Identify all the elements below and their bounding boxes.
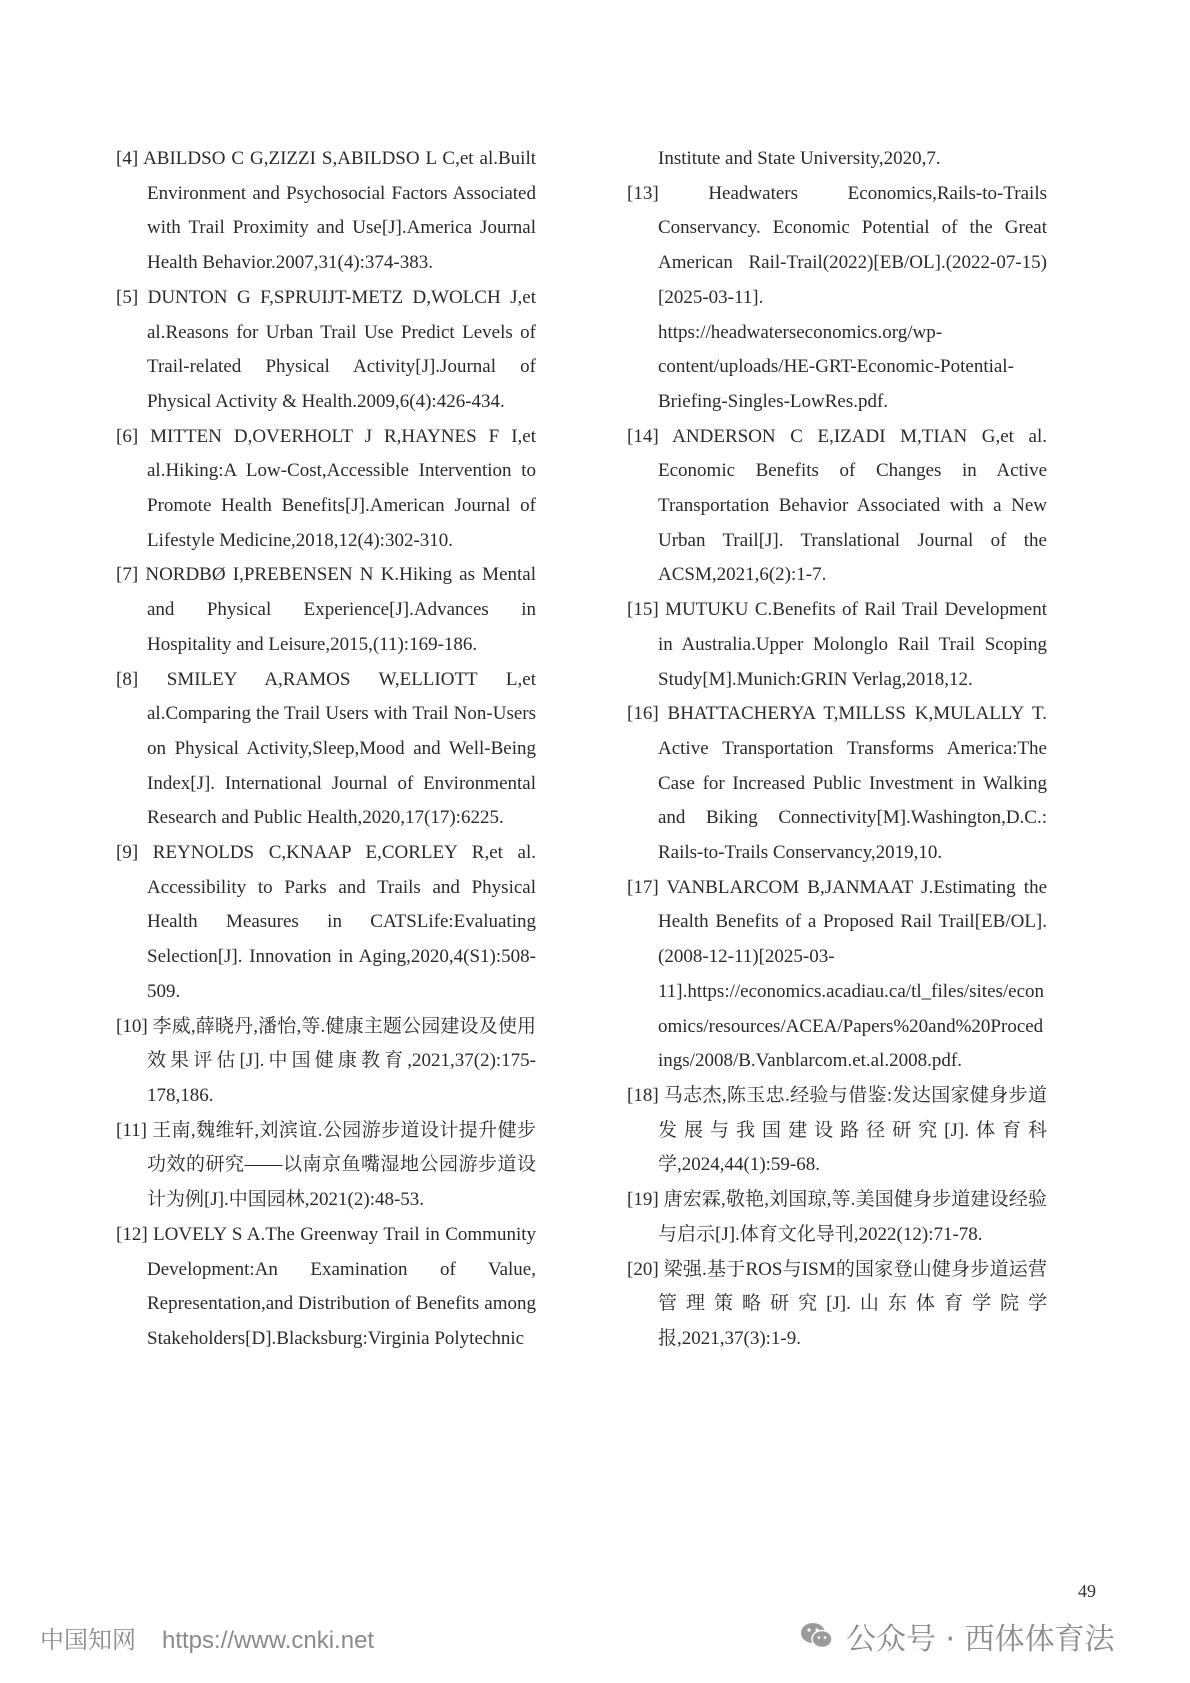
cnki-watermark — [40, 1620, 374, 1655]
reference-4: [4] ABILDSO C G,ZIZZI S,ABILDSO L C,et al.Built Environment and Psychosocial Factors Associated with Trail Proximity and Use[J].America Journal Health Behavior.2007,31(4):374-383. — [116, 148, 536, 274]
reference-5: [5] DUNTON G F,SPRUIJT-METZ D,WOLCH J,et al.Reasons for Urban Trail Use Predict Levels of Trail-related Physical Activity[J].Journal of Physical Activity & Health.2009,6(4):426-434. — [116, 286, 536, 412]
references-left-column — [116, 142, 536, 1357]
reference-15: [15] MUTUKU C.Benefits of Rail Trail Development in Australia.Upper Molonglo Rail Trail Scoping Study[M].Munich:GRIN Verlag,2018,12. — [627, 599, 1047, 690]
reference-6: [6] MITTEN D,OVERHOLT J R,HAYNES F I,et al.Hiking:A Low-Cost,Accessible Intervention to Promote Health Benefits[J].American Journal of Lifestyle Medicine,2018,12(4):302-310. — [116, 425, 536, 551]
reference-7: [7] NORDBØ I,PREBENSEN N K.Hiking as Mental and Physical Experience[J].Advances in Hospitality and Leisure,2015,(11):169-186. — [116, 564, 536, 655]
reference-9: [9] REYNOLDS C,KNAAP E,CORLEY R,et al. Accessibility to Parks and Trails and Physical Health Measures in CATSLife:Evaluating Selection[J]. Innovation in Aging,2020,4(S1):508-509. — [116, 842, 536, 1002]
reference-18: [18] 马志杰,陈玉忠.经验与借鉴:发达国家健身步道发展与我国建设路径研究[J].体育科学,2024,44(1):59-68. — [627, 1084, 1047, 1176]
reference-12: [12] LOVELY S A.The Greenway Trail in Community Development:An Examination of Value, Representation,and Distribution of Benefits among Stakeholders[D].Blacksburg:Virginia Polytechnic — [116, 1223, 536, 1349]
reference-19: [19] 唐宏霖,敬艳,刘国琼,等.美国健身步道建设经验与启示[J].体育文化导刊,2022(12):71-78. — [627, 1189, 1047, 1245]
reference-14: [14] ANDERSON C E,IZADI M,TIAN G,et al. Economic Benefits of Changes in Active Transportation Behavior Associated with a New Urban Trail[J]. Translational Journal of the ACSM,2021,6(2):1-7. — [627, 425, 1047, 586]
cnki-site-name: 中国知网 — [40, 1627, 136, 1654]
reference-13: [13] Headwaters Economics,Rails-to-Trails Conservancy. Economic Potential of the Great American Rail-Trail(2022)[EB/OL].(2022-07-15)[2025-03-11]. https://headwaterseconomics.org/wp-content/uploads/HE-GRT-Economic-Potential-Briefing-Singles-LowRes.pdf. — [627, 182, 1047, 412]
reference-17: [17] VANBLARCOM B,JANMAAT J.Estimating the Health Benefits of a Proposed Rail Trail[EB/OL].(2008-12-11)[2025-03-11].https://economics.acadiau.ca/tl_files/sites/economics/resources/ACEA/Papers%20and%20Procedings/2008/B.Vanblarcom.et.al.2008.pdf. — [627, 876, 1047, 1072]
reference-8: [8] SMILEY A,RAMOS W,ELLIOTT L,et al.Comparing the Trail Users with Trail Non-Users on Physical Activity,Sleep,Mood and Well-Being Index[J]. International Journal of Environmental Research and Public Health,2020,17(17):6225. — [116, 668, 536, 829]
cnki-url: https://www.cnki.net — [162, 1627, 375, 1654]
wechat-account-name: 公众号 · 西体体育法 — [846, 1622, 1115, 1657]
wechat-icon — [800, 1621, 834, 1651]
reference-16: [16] BHATTACHERYA T,MILLSS K,MULALLY T. Active Transportation Transforms America:The Case for Increased Public Investment in Walking and Biking Connectivity[M].Washington,D.C.: Rails-to-Trails Conservancy,2019,10. — [627, 703, 1047, 864]
reference-11: [11] 王南,魏维轩,刘滨谊.公园游步道设计提升健步功效的研究——以南京鱼嘴湿地公园游步道设计为例[J].中国园林,2021(2):48-53. — [116, 1119, 536, 1211]
reference-12-continuation: Institute and State University,2020,7. — [658, 148, 941, 169]
page-number: 49 — [1078, 1581, 1096, 1601]
wechat-watermark — [800, 1614, 1115, 1658]
reference-10: [10] 李威,薛晓丹,潘怡,等.健康主题公园建设及使用效果评估[J].中国健康教育,2021,37(2):175-178,186. — [116, 1015, 536, 1106]
reference-20: [20] 梁强.基于ROS与ISM的国家登山健身步道运营管理策略研究[J].山东体育学院学报,2021,37(3):1-9. — [627, 1258, 1047, 1349]
references-right-column — [627, 142, 1047, 1357]
